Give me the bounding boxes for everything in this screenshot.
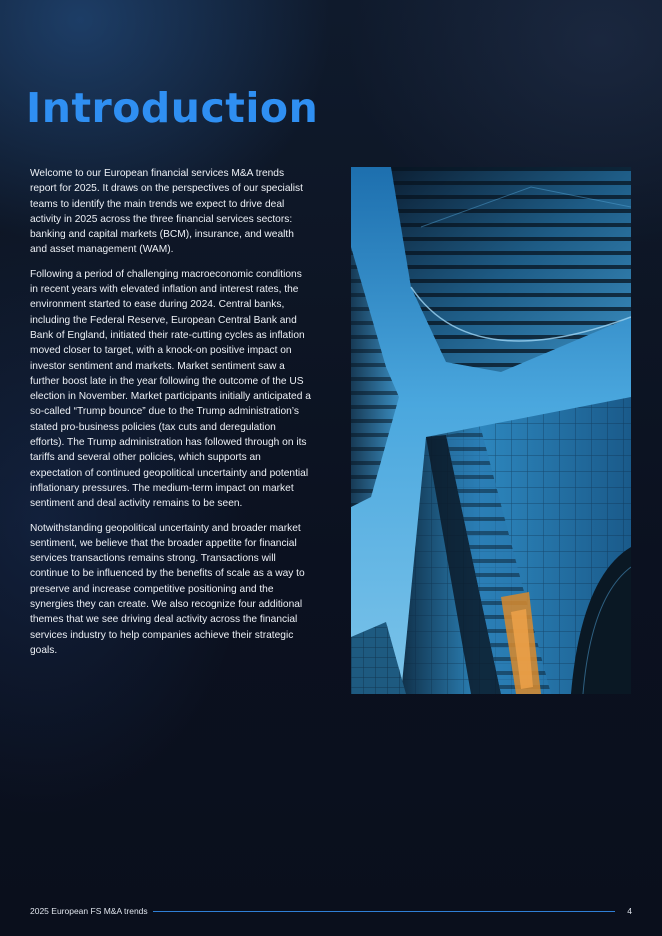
intro-paragraph-3: Notwithstanding geopolitical uncertainty and broader market sentiment, we believe that the broader appetite for financial services transactions remains strong. Transactions will continue to be influenced by the benefits of scale as a way to preserve and increase competitive positioning and the synergies they can create. We also recognize four additional themes that we see driving deal activity across the financial services industry to help companies achieve their strategic goals. bbox=[30, 522, 305, 656]
page-number: 4 bbox=[627, 906, 632, 916]
intro-body bbox=[30, 166, 312, 667]
intro-paragraph-2: Following a period of challenging macroeconomic conditions in recent years with elevated inflation and interest rates, the environment started to ease during 2024. Central banks, including the Federal Reserve, European Central Bank and Bank of England, initiated their rate-cutting cycles as inflation moved closer to target, with a knock-on positive impact on investor sentiment and markets. Market sentiment saw a further boost late in the year following the outcome of the US election in November. Market participants initially anticipated a so-called “Trump bounce” due to the Trump administration’s stated pro-business policies (tax cuts and deregulation efforts). The Trump administration has followed through on its tariffs and several other policies, which supports an expectation of continued geopolitical uncertainty and potential inflationary pressures. The medium-term impact on market sentiment and deal activity remains to be seen. bbox=[30, 268, 311, 510]
intro-paragraph-1: Welcome to our European financial services M&A trends report for 2025. It draws on the perspectives of our specialist teams to identify the main trends we expect to drive deal activity in 2025 across the three financial services sectors: banking and capital markets (BCM), insurance, and wealth and asset management (WAM). bbox=[30, 168, 303, 256]
footer-report-title: 2025 European FS M&A trends bbox=[30, 906, 148, 916]
footer-divider bbox=[153, 911, 616, 912]
skyscrapers-photo bbox=[351, 167, 631, 694]
page-footer bbox=[30, 905, 632, 917]
page-title: Introduction bbox=[26, 84, 319, 132]
